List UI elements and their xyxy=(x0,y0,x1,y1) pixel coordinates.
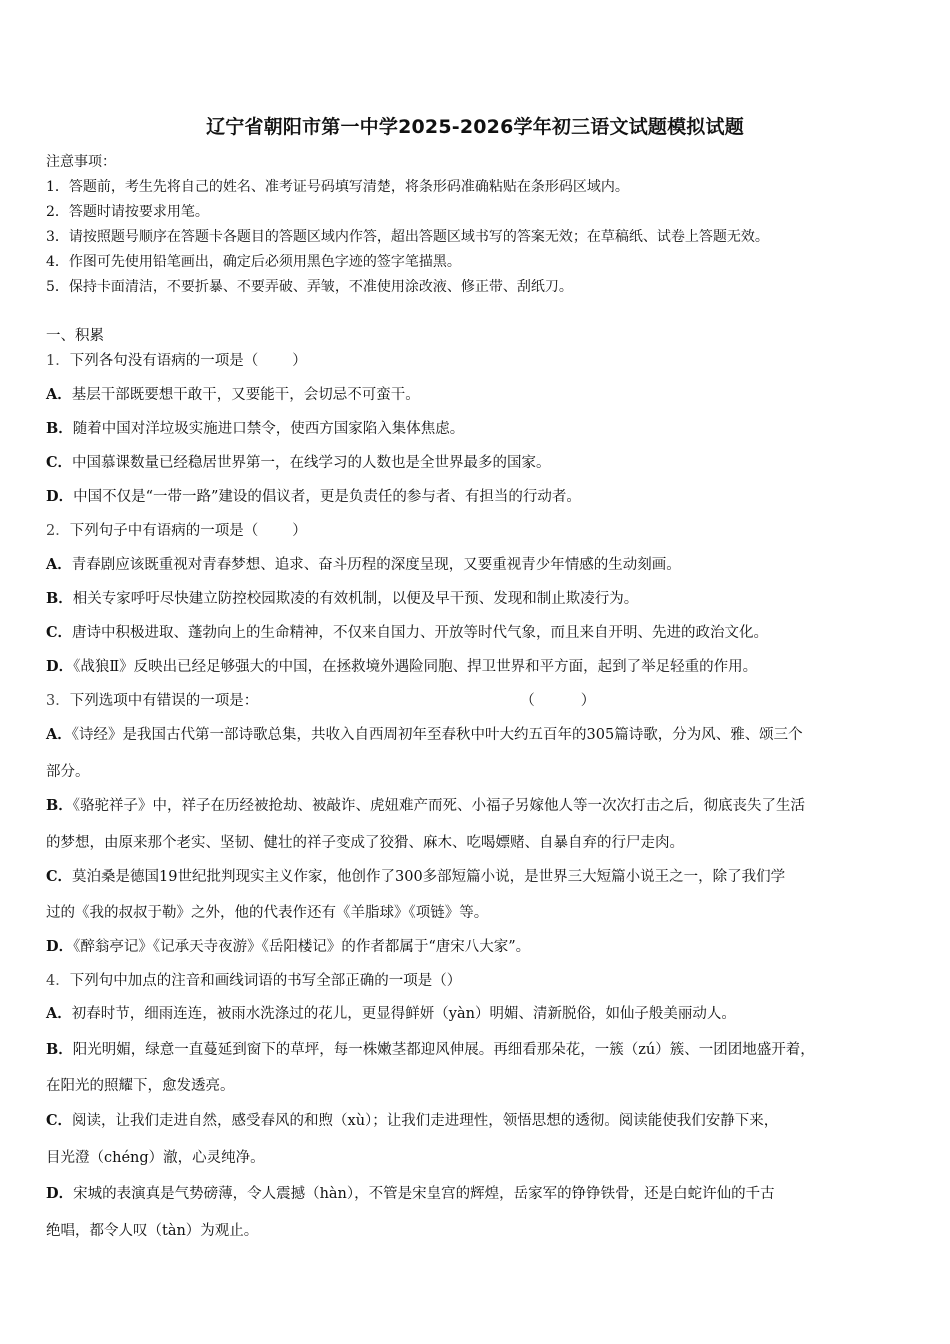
option-letter: D． xyxy=(46,488,74,505)
option-text: 宋城的表演真是气势磅薄，令人震撼（hàn），不管是宋皇宫的辉煌，岳家军的铮铮铁骨，还是白蛇许仙的千古 xyxy=(73,1186,775,1202)
question-stem xyxy=(46,351,307,371)
notice-heading: 注意事项： xyxy=(46,154,116,170)
notice-item: 5．保持卡面清洁，不要折暴、不要弄破、弄皱，不准使用涂改液、修正带、刮纸刀。 xyxy=(46,279,573,295)
section-heading: 一、积累 xyxy=(46,328,104,344)
question-number: 4． xyxy=(46,973,70,989)
question-number: 1． xyxy=(46,353,70,369)
option-text: 基层干部既要想干敢干，又要能干，会切忌不可蛮干。 xyxy=(71,387,420,403)
question-paren-open: （ xyxy=(520,693,535,709)
question-paren-close: ） xyxy=(580,693,596,709)
option-letter: C． xyxy=(46,1112,73,1129)
option-letter: D． xyxy=(46,658,74,675)
question-stem xyxy=(46,691,595,711)
option-b xyxy=(46,796,805,816)
option-a-cont: 部分。 xyxy=(46,764,90,780)
option-letter: A． xyxy=(46,1005,72,1022)
option-text: 阳光明媚，绿意一直蔓延到窗下的草坪，每一株嫩茎都迎风伸展。再细看那朵花，一簇（zú）簇、一团团地盛开着， xyxy=(72,1042,815,1058)
option-text: 《诗经》是我国古代第一部诗歌总集，共收入自西周初年至春秋中叶大约五百年的305篇诗歌，分为风、雅、颂三个 xyxy=(71,727,803,743)
option-text: 中国不仅是“一带一路”建设的倡议者，更是负责任的参与者、有担当的行动者。 xyxy=(73,489,581,505)
option-letter: C． xyxy=(46,624,73,641)
option-a xyxy=(46,725,803,745)
option-letter: C． xyxy=(46,868,73,885)
option-d xyxy=(46,487,581,507)
option-letter: D． xyxy=(46,938,74,955)
option-d xyxy=(46,657,757,677)
option-text: 阅读，让我们走进自然，感受春风的和煦（xù）；让我们走进理性，领悟思想的透彻。阅读能使我们安静下来， xyxy=(72,1113,779,1129)
option-b xyxy=(46,589,638,609)
option-a xyxy=(46,555,681,575)
option-letter: B． xyxy=(46,420,73,437)
option-d xyxy=(46,937,530,957)
notice-item: 2．答题时请按要求用笔。 xyxy=(46,204,209,220)
question-paren-close: ） xyxy=(292,523,307,539)
notice-item: 1．答题前，考生先将自己的姓名、准考证号码填写清楚，将条形码准确粘贴在条形码区域内。 xyxy=(46,179,629,195)
option-b xyxy=(46,1040,815,1060)
question-number: 2． xyxy=(46,523,70,539)
option-b xyxy=(46,419,464,439)
option-a xyxy=(46,1004,736,1024)
option-text: 《醉翁亭记》《记承天寺夜游》《岳阳楼记》的作者都属于“唐宋八大家”。 xyxy=(73,939,531,955)
option-d xyxy=(46,1184,775,1204)
option-c xyxy=(46,1111,778,1131)
question-text: 下列句子中有语病的一项是（ xyxy=(69,523,259,539)
option-text: 中国慕课数量已经稳居世界第一，在线学习的人数也是全世界最多的国家。 xyxy=(72,455,551,471)
option-text: 《战狼Ⅱ》反映出已经足够强大的中国，在拯救境外遇险同胞、捍卫世界和平方面，起到了举足轻重的作用。 xyxy=(73,659,758,675)
option-letter: B． xyxy=(46,797,73,814)
option-b-cont: 在阳光的照耀下，愈发透亮。 xyxy=(46,1078,235,1094)
option-letter: B． xyxy=(46,590,73,607)
question-paren-close: ） xyxy=(292,353,307,369)
notice-item: 3．请按照题号顺序在答题卡各题目的答题区域内作答，超出答题区域书写的答案无效；在草稿纸、试卷上答题无效。 xyxy=(46,229,769,245)
option-text: 青春剧应该既重视对青春梦想、追求、奋斗历程的深度呈现，又要重视青少年情感的生动刻画。 xyxy=(71,557,681,573)
option-text: 初春时节，细雨连连，被雨水洗涤过的花儿，更显得鲜妍（yàn）明媚、清新脱俗，如仙子般美丽动人。 xyxy=(71,1006,736,1022)
option-c xyxy=(46,867,785,887)
option-letter: A． xyxy=(46,726,72,743)
exam-title: 辽宁省朝阳市第一中学2025-2026学年初三语文试题模拟试题 xyxy=(206,116,744,138)
question-text: 下列句中加点的注音和画线词语的书写全部正确的一项是（） xyxy=(69,973,462,989)
option-letter: D． xyxy=(46,1185,74,1202)
option-text: 《骆驼祥子》中，祥子在历经被抢劫、被敲诈、虎妞难产而死、小福子另嫁他人等一次次打击之后，彻底丧失了生活 xyxy=(72,798,806,814)
option-a xyxy=(46,385,420,405)
option-c xyxy=(46,623,768,643)
option-text: 相关专家呼吁尽快建立防控校园欺凌的有效机制，以便及早干预、发现和制止欺凌行为。 xyxy=(72,591,639,607)
notice-item: 4．作图可先使用铅笔画出，确定后必须用黑色字迹的签字笔描黑。 xyxy=(46,254,461,270)
option-c-cont: 过的《我的叔叔于勒》之外，他的代表作还有《羊脂球》《项链》等。 xyxy=(46,905,489,921)
question-stem xyxy=(46,971,461,991)
option-letter: B． xyxy=(46,1041,73,1058)
option-d-cont: 绝唱，都令人叹（tàn）为观止。 xyxy=(46,1223,259,1239)
option-letter: A． xyxy=(46,556,72,573)
option-b-cont: 的梦想，由原来那个老实、坚韧、健壮的祥子变成了狡猾、麻木、吃喝嫖赌、自暴自弃的行尸走肉。 xyxy=(46,835,684,851)
option-letter: A． xyxy=(46,386,72,403)
question-text: 下列各句没有语病的一项是（ xyxy=(69,353,259,369)
option-letter: C． xyxy=(46,454,73,471)
question-stem xyxy=(46,521,307,541)
option-c xyxy=(46,453,551,473)
option-text: 随着中国对洋垃圾实施进口禁令，使西方国家陷入集体焦虑。 xyxy=(72,421,465,437)
question-text: 下列选项中有错误的一项是： xyxy=(69,693,259,709)
option-text: 唐诗中积极进取、蓬勃向上的生命精神，不仅来自国力、开放等时代气象，而且来自开明、先进的政治文化。 xyxy=(72,625,769,641)
option-text: 莫泊桑是德国19世纪批判现实主义作家，他创作了300多部短篇小说，是世界三大短篇小说王之一，除了我们学 xyxy=(72,869,786,885)
option-c-cont: 目光澄（chéng）澈，心灵纯净。 xyxy=(46,1150,265,1166)
question-number: 3． xyxy=(46,693,70,709)
